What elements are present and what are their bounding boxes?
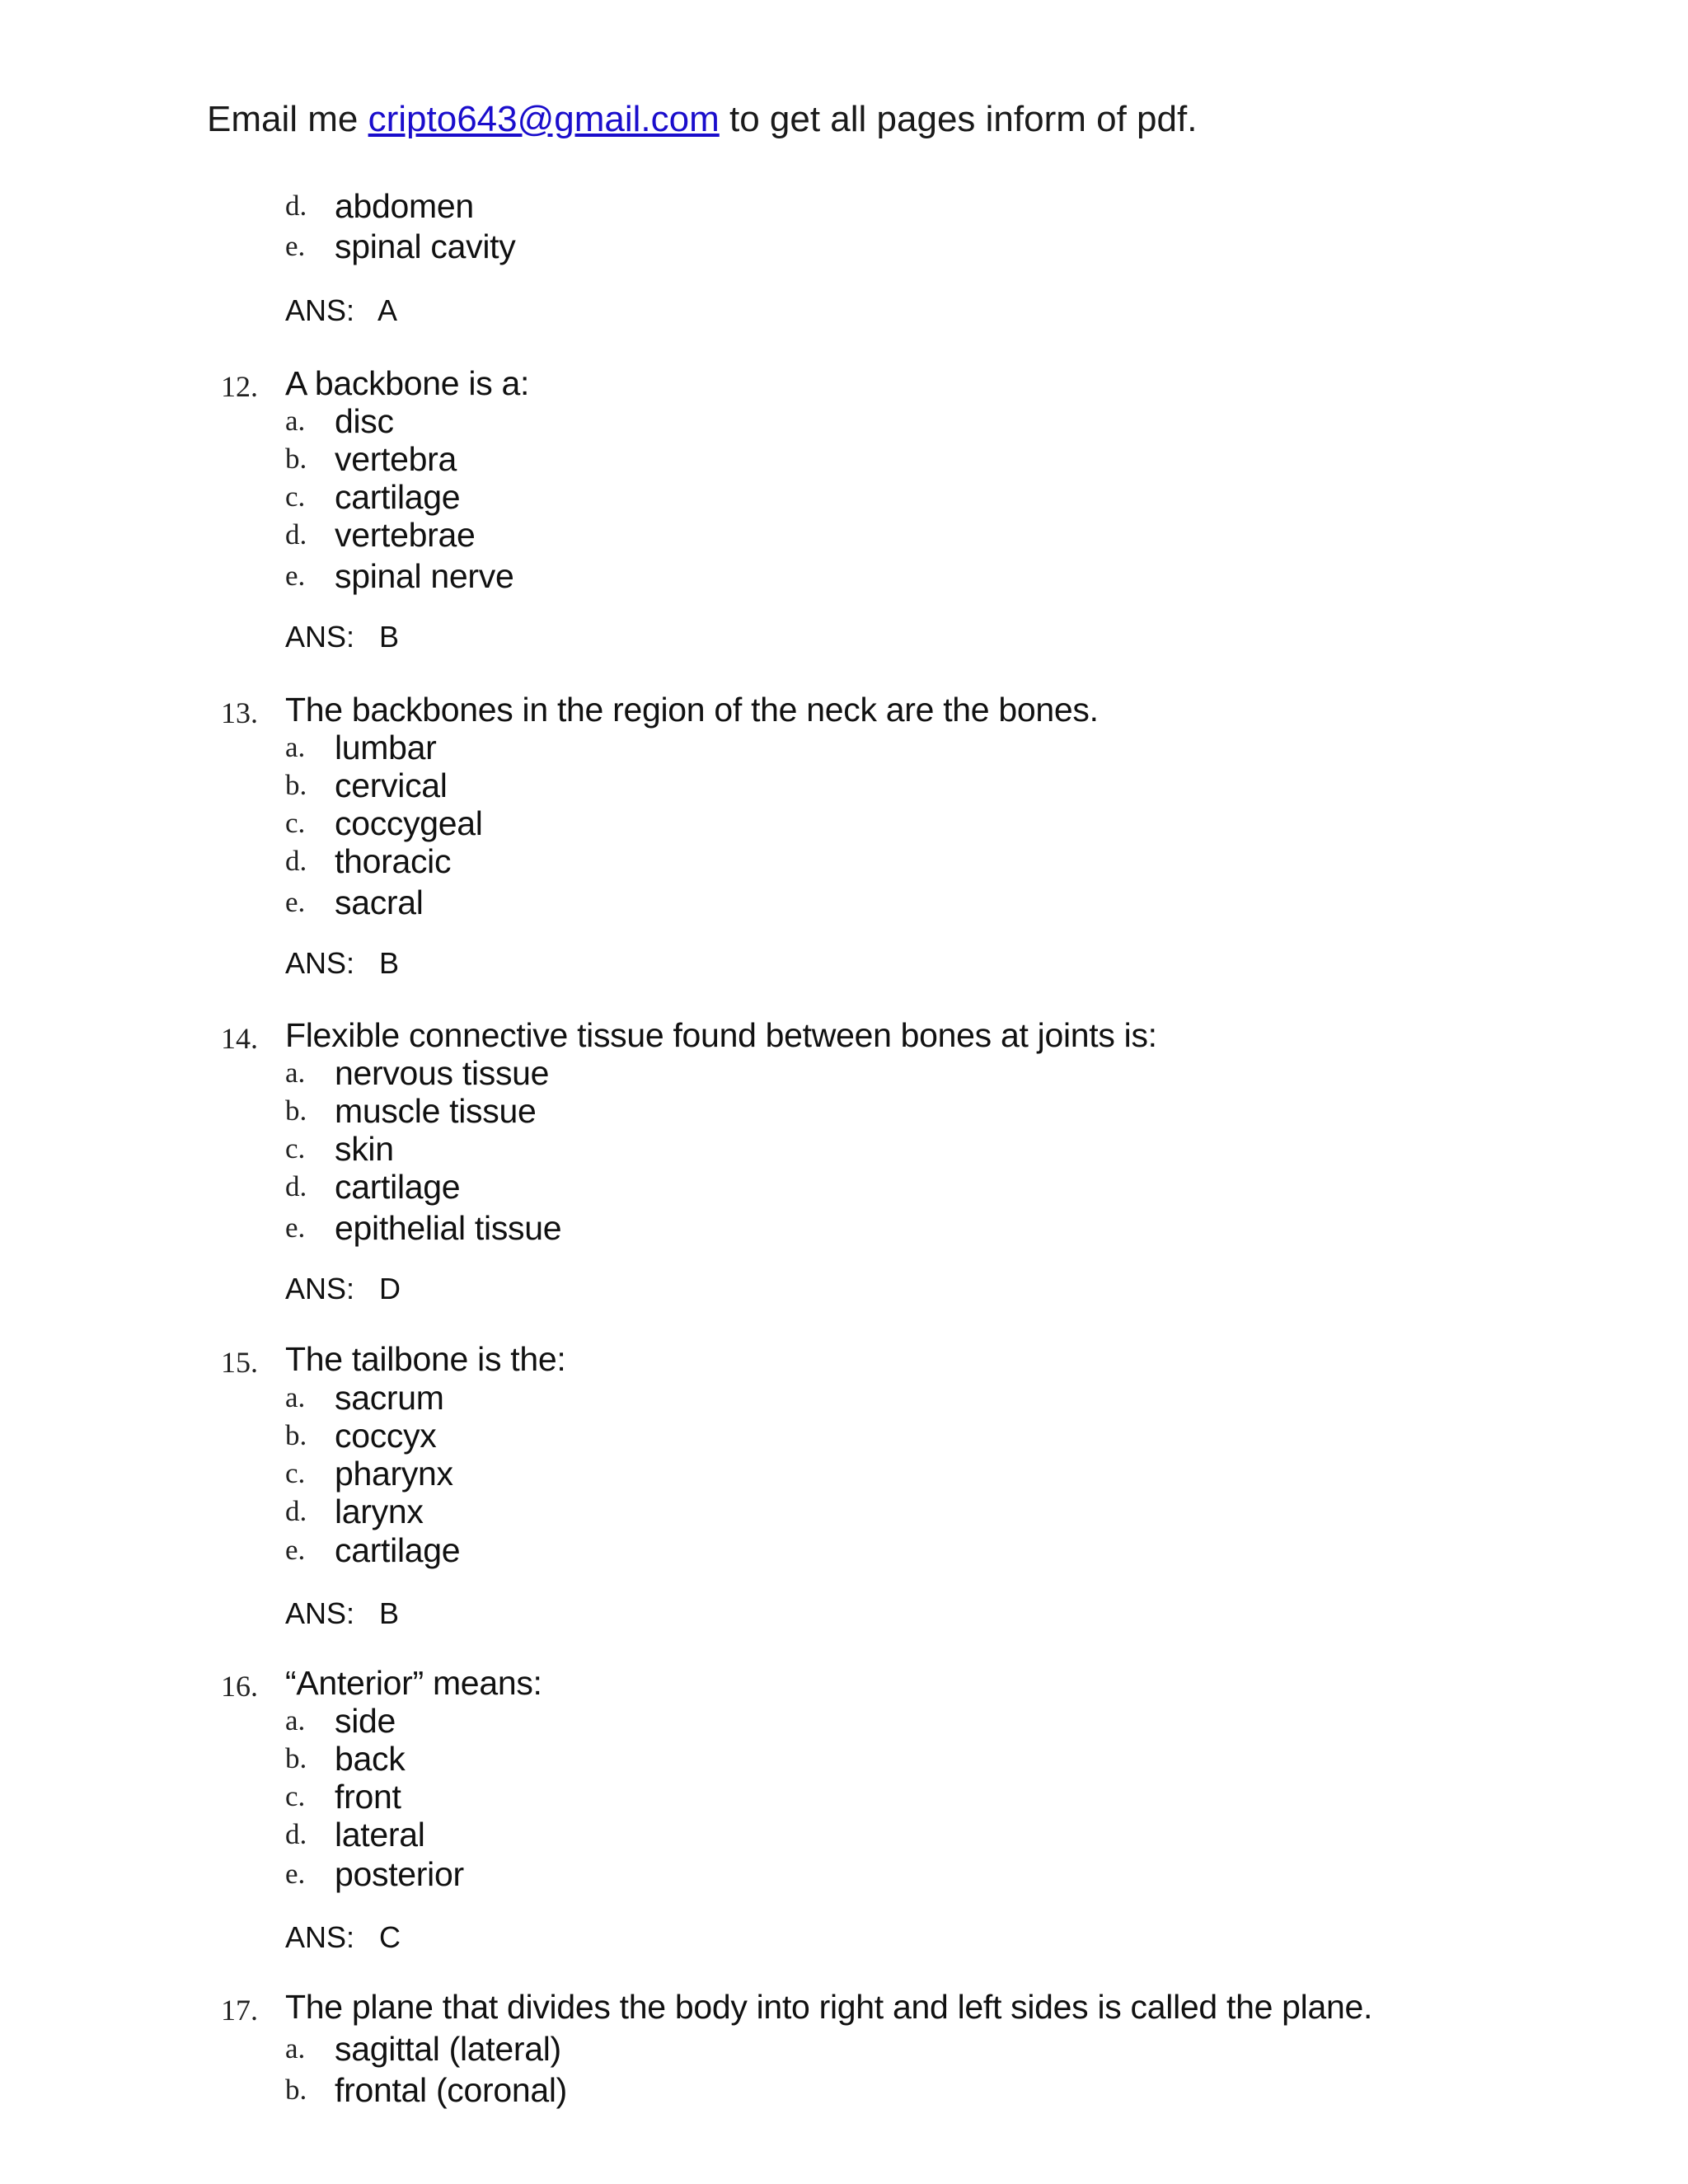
header-prefix: Email me (207, 99, 368, 139)
option-letter: b. (285, 769, 307, 801)
option-text: vertebrae (335, 516, 476, 554)
option-letter: d. (285, 845, 307, 877)
option-text: pharynx (335, 1455, 453, 1493)
option-letter: d. (285, 190, 307, 222)
option-letter: e. (285, 1212, 306, 1244)
option-text: coccygeal (335, 804, 483, 842)
option-letter: c. (285, 1457, 306, 1489)
option-letter: a. (285, 1704, 306, 1736)
option-text: sagittal (lateral) (335, 2030, 561, 2068)
option-letter: d. (285, 1170, 307, 1202)
option-text: cervical (335, 766, 448, 804)
option-text: cartilage (335, 1168, 461, 1206)
option-letter: e. (285, 560, 306, 592)
option-letter: e. (285, 230, 306, 262)
option-letter: a. (285, 731, 306, 763)
option-text: abdomen (335, 187, 474, 225)
pdf-offer-header (207, 99, 1197, 140)
option-text: front (335, 1778, 401, 1816)
answer-key: ANS: B (285, 946, 400, 980)
question-number: 16. (221, 1670, 258, 1703)
option-text: nervous tissue (335, 1054, 550, 1092)
option-text: posterior (335, 1855, 464, 1893)
option-letter: b. (285, 1742, 307, 1774)
option-text: cartilage (335, 478, 461, 516)
option-letter: e. (285, 1534, 306, 1566)
question-number: 13. (221, 696, 258, 729)
question-text: The backbones in the region of the neck are the bones. (285, 691, 1099, 729)
header-suffix: to get all pages inform of pdf. (719, 99, 1198, 139)
option-letter: c. (285, 807, 306, 839)
answer-key: ANS: B (285, 620, 400, 654)
option-text: sacral (335, 883, 424, 921)
option-text: side (335, 1702, 396, 1740)
option-text: epithelial tissue (335, 1209, 562, 1247)
option-text: sacrum (335, 1379, 444, 1417)
answer-key: ANS: B (285, 1596, 400, 1630)
option-text: spinal cavity (335, 227, 516, 265)
question-text: Flexible connective tissue found between bones at joints is: (285, 1016, 1157, 1054)
option-letter: b. (285, 443, 307, 475)
option-letter: c. (285, 1780, 306, 1812)
option-text: thoracic (335, 842, 452, 880)
question-text: The tailbone is the: (285, 1340, 566, 1378)
option-letter: d. (285, 1818, 307, 1850)
option-text: disc (335, 402, 394, 440)
email-link[interactable]: cripto643@gmail.com (368, 99, 720, 139)
question-number: 15. (221, 1346, 258, 1379)
question-number: 17. (221, 1994, 258, 2027)
option-text: spinal nerve (335, 557, 514, 595)
option-text: larynx (335, 1493, 424, 1530)
option-text: muscle tissue (335, 1092, 537, 1130)
question-text: “Anterior” means: (285, 1664, 542, 1702)
option-letter: b. (285, 1094, 307, 1127)
option-text: skin (335, 1130, 394, 1168)
option-text: frontal (coronal) (335, 2071, 568, 2109)
option-letter: c. (285, 1132, 306, 1165)
option-text: coccyx (335, 1417, 437, 1455)
option-letter: e. (285, 1858, 306, 1890)
option-letter: a. (285, 1057, 306, 1089)
option-letter: d. (285, 518, 307, 551)
answer-key: ANS: A (285, 293, 398, 327)
option-text: vertebra (335, 440, 457, 478)
option-letter: b. (285, 1419, 307, 1451)
option-text: back (335, 1740, 406, 1778)
option-letter: a. (285, 2032, 306, 2064)
option-letter: a. (285, 405, 306, 437)
option-text: lateral (335, 1816, 425, 1854)
option-text: lumbar (335, 729, 437, 766)
question-number: 14. (221, 1022, 258, 1055)
option-letter: b. (285, 2074, 307, 2106)
question-number: 12. (221, 370, 258, 403)
answer-key: ANS: D (285, 1272, 401, 1305)
option-letter: e. (285, 886, 306, 918)
question-text: A backbone is a: (285, 364, 530, 402)
option-letter: d. (285, 1495, 307, 1527)
option-text: cartilage (335, 1531, 461, 1569)
question-text: The plane that divides the body into right and left sides is called the plane. (285, 1988, 1373, 2026)
answer-key: ANS: C (285, 1920, 401, 1954)
option-letter: a. (285, 1381, 306, 1413)
option-letter: c. (285, 480, 306, 513)
